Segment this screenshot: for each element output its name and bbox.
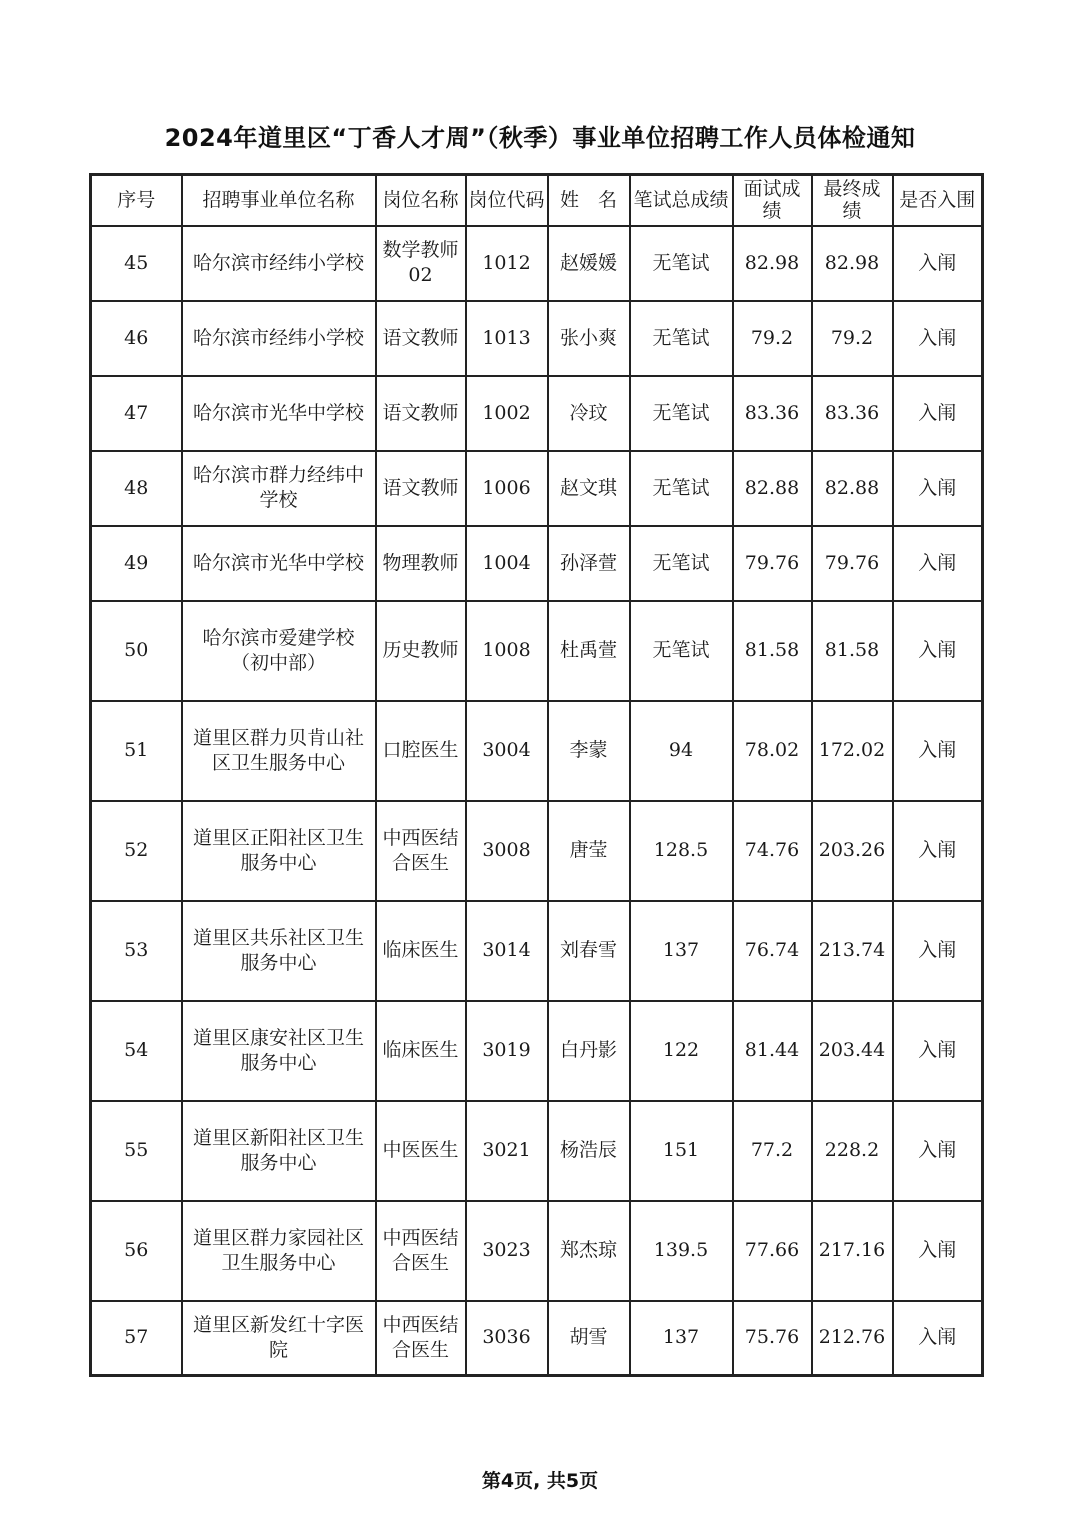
cell-post: 中西医结合医生 [376,1201,466,1301]
table-row [91,376,983,451]
cell-code: 1008 [466,601,548,701]
table-row [91,1101,983,1201]
cell-final-score: 81.58 [812,601,893,701]
cell-post: 口腔医生 [376,701,466,801]
cell-name: 郑杰琼 [548,1201,630,1301]
cell-name: 胡雪 [548,1301,630,1376]
cell-code: 1012 [466,226,548,301]
cell-unit: 道里区新阳社区卫生服务中心 [182,1101,376,1201]
cell-unit: 道里区群力贝肯山社区卫生服务中心 [182,701,376,801]
cell-unit: 哈尔滨市光华中学校 [182,526,376,601]
page-number: 第4页, 共5页 [481,1470,599,1492]
cell-final-score: 213.74 [812,901,893,1001]
cell-no: 50 [91,601,182,701]
cell-name: 杨浩辰 [548,1101,630,1201]
header-post: 岗位名称 [376,175,466,226]
cell-unit: 哈尔滨市经纬小学校 [182,226,376,301]
cell-final-score: 217.16 [812,1201,893,1301]
cell-name: 唐莹 [548,801,630,901]
cell-name: 冷玟 [548,376,630,451]
cell-name: 张小爽 [548,301,630,376]
header-name: 姓 名 [548,175,630,226]
cell-code: 3023 [466,1201,548,1301]
cell-written-score: 137 [630,1301,733,1376]
document-title: 2024年道里区“丁香人才周”（秋季）事业单位招聘工作人员体检通知 [164,124,916,152]
cell-written-score: 137 [630,901,733,1001]
cell-final-score: 203.44 [812,1001,893,1101]
cell-code: 1004 [466,526,548,601]
cell-written-score: 128.5 [630,801,733,901]
header-interview-score: 面试成绩 [733,175,812,226]
cell-final-score: 82.88 [812,451,893,526]
cell-status: 入闱 [893,1301,983,1376]
cell-written-score: 无笔试 [630,376,733,451]
cell-post: 临床医生 [376,901,466,1001]
cell-unit: 道里区正阳社区卫生服务中心 [182,801,376,901]
table-row [91,1201,983,1301]
cell-written-score: 122 [630,1001,733,1101]
cell-post: 中西医结合医生 [376,801,466,901]
cell-code: 1006 [466,451,548,526]
table-row [91,451,983,526]
table-row [91,226,983,301]
cell-interview-score: 81.44 [733,1001,812,1101]
cell-name: 赵文琪 [548,451,630,526]
cell-no: 55 [91,1101,182,1201]
cell-written-score: 94 [630,701,733,801]
cell-status: 入闱 [893,701,983,801]
cell-unit: 道里区康安社区卫生服务中心 [182,1001,376,1101]
cell-post: 数学教师02 [376,226,466,301]
cell-code: 3019 [466,1001,548,1101]
table-row [91,1001,983,1101]
cell-unit: 哈尔滨市光华中学校 [182,376,376,451]
results-table [89,173,984,1377]
cell-code: 3036 [466,1301,548,1376]
cell-code: 3021 [466,1101,548,1201]
cell-post: 中医医生 [376,1101,466,1201]
cell-post: 语文教师 [376,451,466,526]
cell-written-score: 151 [630,1101,733,1201]
cell-no: 57 [91,1301,182,1376]
cell-no: 49 [91,526,182,601]
cell-interview-score: 79.2 [733,301,812,376]
cell-no: 56 [91,1201,182,1301]
table-header-row [91,175,983,226]
header-no: 序号 [91,175,182,226]
cell-status: 入闱 [893,376,983,451]
cell-post: 物理教师 [376,526,466,601]
cell-code: 3008 [466,801,548,901]
cell-interview-score: 83.36 [733,376,812,451]
table-row [91,601,983,701]
cell-interview-score: 77.2 [733,1101,812,1201]
header-unit: 招聘事业单位名称 [182,175,376,226]
cell-unit: 哈尔滨市群力经纬中学校 [182,451,376,526]
cell-interview-score: 79.76 [733,526,812,601]
cell-status: 入闱 [893,1201,983,1301]
cell-no: 45 [91,226,182,301]
cell-post: 语文教师 [376,301,466,376]
cell-unit: 道里区新发红十字医院 [182,1301,376,1376]
cell-no: 48 [91,451,182,526]
cell-no: 47 [91,376,182,451]
cell-written-score: 无笔试 [630,526,733,601]
table-row [91,1301,983,1376]
cell-name: 杜禹萱 [548,601,630,701]
cell-status: 入闱 [893,1001,983,1101]
table-row [91,301,983,376]
cell-unit: 道里区共乐社区卫生服务中心 [182,901,376,1001]
cell-post: 临床医生 [376,1001,466,1101]
cell-unit: 哈尔滨市经纬小学校 [182,301,376,376]
cell-interview-score: 81.58 [733,601,812,701]
header-written-score: 笔试总成绩 [630,175,733,226]
cell-written-score: 无笔试 [630,601,733,701]
cell-status: 入闱 [893,901,983,1001]
cell-written-score: 无笔试 [630,226,733,301]
cell-name: 刘春雪 [548,901,630,1001]
cell-interview-score: 77.66 [733,1201,812,1301]
cell-name: 白丹影 [548,1001,630,1101]
cell-written-score: 无笔试 [630,451,733,526]
cell-unit: 哈尔滨市爱建学校（初中部） [182,601,376,701]
cell-status: 入闱 [893,801,983,901]
cell-final-score: 82.98 [812,226,893,301]
cell-interview-score: 75.76 [733,1301,812,1376]
cell-unit: 道里区群力家园社区卫生服务中心 [182,1201,376,1301]
cell-final-score: 212.76 [812,1301,893,1376]
cell-status: 入闱 [893,601,983,701]
cell-final-score: 79.2 [812,301,893,376]
cell-code: 1002 [466,376,548,451]
cell-no: 53 [91,901,182,1001]
table-row [91,901,983,1001]
header-final-score: 最终成绩 [812,175,893,226]
cell-name: 李蒙 [548,701,630,801]
cell-no: 51 [91,701,182,801]
cell-post: 历史教师 [376,601,466,701]
cell-interview-score: 78.02 [733,701,812,801]
cell-no: 54 [91,1001,182,1101]
cell-status: 入闱 [893,526,983,601]
cell-final-score: 203.26 [812,801,893,901]
cell-written-score: 无笔试 [630,301,733,376]
table-row [91,526,983,601]
cell-status: 入闱 [893,301,983,376]
cell-name: 赵媛媛 [548,226,630,301]
cell-interview-score: 82.98 [733,226,812,301]
cell-status: 入闱 [893,1101,983,1201]
cell-code: 1013 [466,301,548,376]
cell-final-score: 228.2 [812,1101,893,1201]
cell-code: 3004 [466,701,548,801]
cell-status: 入闱 [893,226,983,301]
cell-no: 52 [91,801,182,901]
cell-final-score: 79.76 [812,526,893,601]
table-row [91,801,983,901]
cell-interview-score: 74.76 [733,801,812,901]
table-row [91,701,983,801]
cell-no: 46 [91,301,182,376]
cell-final-score: 83.36 [812,376,893,451]
cell-name: 孙泽萱 [548,526,630,601]
header-status: 是否入围 [893,175,983,226]
cell-written-score: 139.5 [630,1201,733,1301]
cell-post: 中西医结合医生 [376,1301,466,1376]
cell-interview-score: 76.74 [733,901,812,1001]
cell-status: 入闱 [893,451,983,526]
header-code: 岗位代码 [466,175,548,226]
cell-code: 3014 [466,901,548,1001]
cell-final-score: 172.02 [812,701,893,801]
cell-interview-score: 82.88 [733,451,812,526]
cell-post: 语文教师 [376,376,466,451]
